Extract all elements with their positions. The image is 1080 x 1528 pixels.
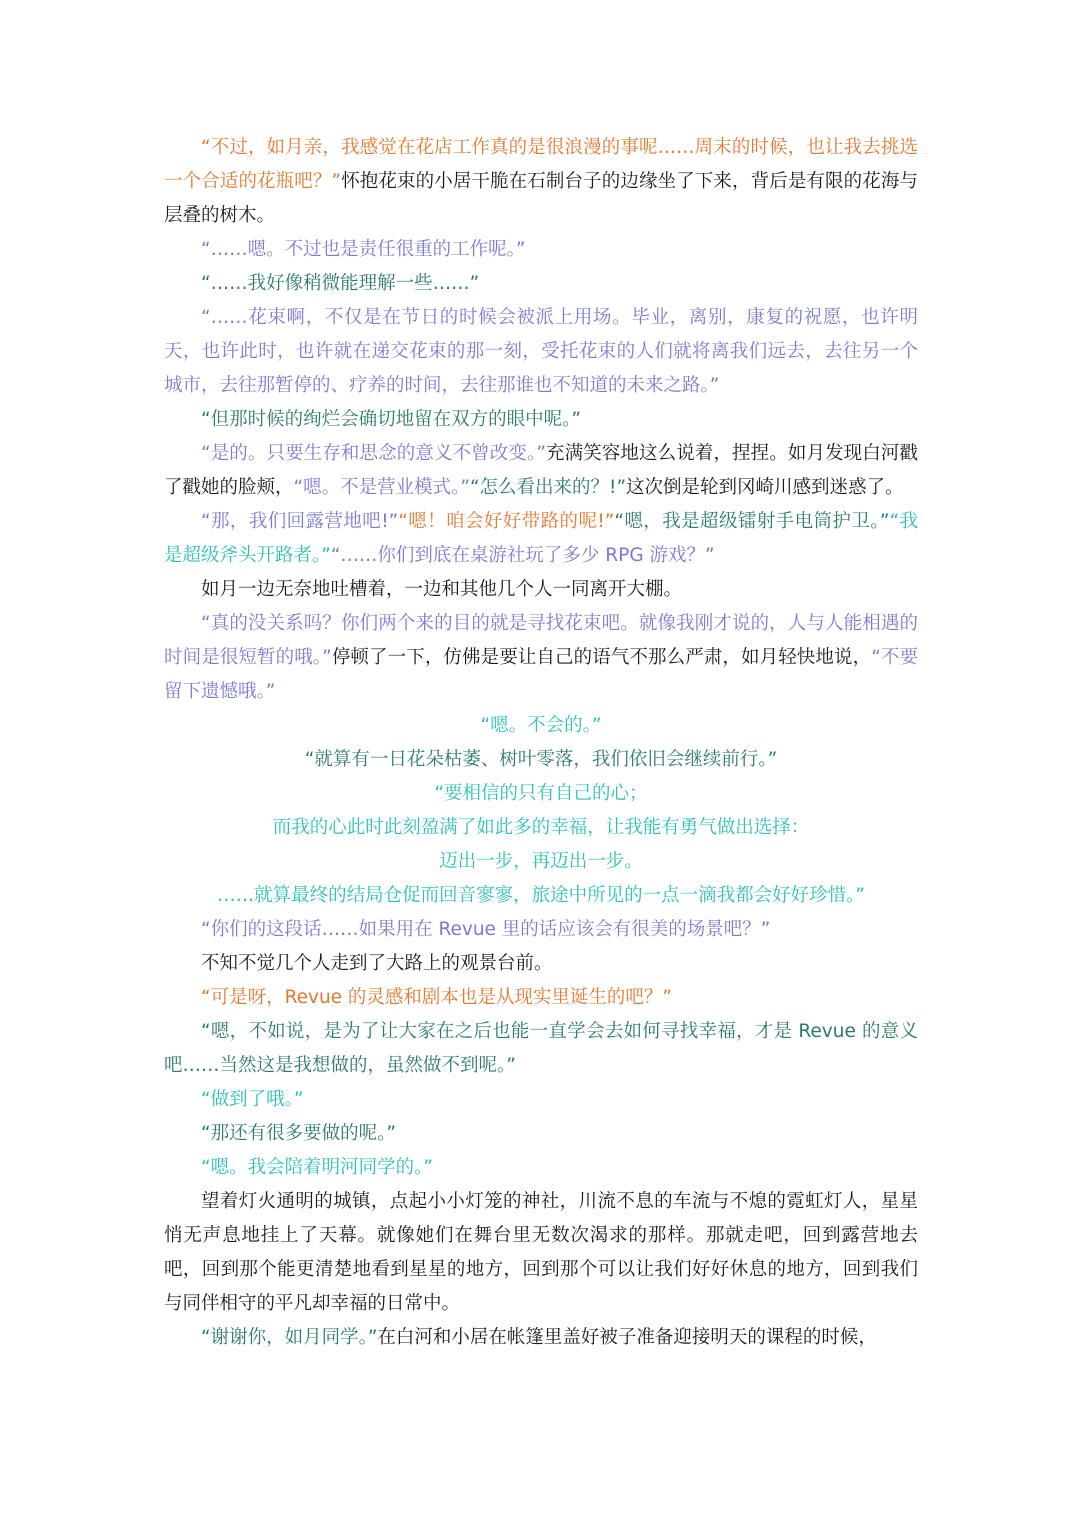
text-segment: 望着灯火通明的城镇，点起小小灯笼的神社，川流不息的车流与不熄的霓虹灯人，星星悄无声息地挂上了天幕。就像她们在舞台里无数次渴求的那样。那就走吧，回到露营地去吧，回到那个能更清楚地看到星星的地方，回到那个可以让我们好好休息的地方，回到我们与同伴相守的平凡却幸福的日常中。	[164, 1191, 918, 1314]
paragraph	[164, 233, 918, 267]
paragraph	[164, 1321, 918, 1355]
text-segment: 在白河和小居在帐篷里盖好被子准备迎接明天的课程的时候，	[377, 1327, 877, 1348]
paragraph	[164, 879, 918, 913]
paragraph	[164, 607, 918, 709]
paragraph	[164, 267, 918, 301]
text-segment: 充满笑容地这么说着，捏捏。如月发现白河戳了戳她的脸颊，	[164, 443, 918, 498]
text-segment: 这次倒是轮到冈崎川感到迷惑了。	[626, 477, 904, 498]
text-segment: “嗯！咱会好好带路的呢!”	[398, 511, 615, 532]
text-segment: 而我的心此时此刻盈满了如此多的幸福，让我能有勇气做出选择：	[272, 817, 810, 838]
text-segment: “我是超级斧头开路者。”	[164, 511, 918, 566]
text-segment: “是的。只要生存和思念的意义不曾改变。”	[201, 443, 546, 464]
paragraph	[164, 1151, 918, 1185]
text-segment: “……我好像稍微能理解一些……”	[201, 273, 480, 294]
paragraph	[164, 301, 918, 403]
paragraph	[164, 845, 918, 879]
paragraph	[164, 913, 918, 947]
text-segment: 如月一边无奈地吐槽着，一边和其他几个人一同离开大棚。	[201, 579, 683, 600]
paragraph	[164, 1083, 918, 1117]
text-segment: 迈出一步，再迈出一步。	[439, 851, 643, 872]
text-segment: “要相信的只有自己的心；	[434, 783, 648, 804]
text-segment: “那还有很多要做的呢。”	[201, 1123, 396, 1144]
paragraph	[164, 811, 918, 845]
text-segment: “嗯。我会陪着明河同学的。”	[201, 1157, 433, 1178]
text-segment: “做到了哦。”	[201, 1089, 304, 1110]
text-segment: “怎么看出来的？!”	[469, 477, 627, 498]
paragraph	[164, 947, 918, 981]
text-segment: “……嗯。不过也是责任很重的工作呢。”	[201, 239, 526, 260]
paragraph	[164, 1185, 918, 1321]
text-segment: “嗯。不是营业模式。”	[293, 477, 470, 498]
paragraph	[164, 709, 918, 743]
paragraph	[164, 131, 918, 233]
text-segment: “嗯，我是超级镭射手电筒护卫。”	[614, 511, 890, 532]
paragraph	[164, 573, 918, 607]
text-segment: “嗯，不如说，是为了让大家在之后也能一直学会去如何寻找幸福，才是 Revue 的意义吧……当然这是我想做的，虽然做不到呢。”	[164, 1021, 918, 1076]
text-segment: 不知不觉几个人走到了大路上的观景台前。	[201, 953, 553, 974]
paragraph	[164, 1117, 918, 1151]
paragraph	[164, 777, 918, 811]
text-segment: “但那时候的绚烂会确切地留在双方的眼中呢。”	[201, 409, 581, 430]
text-segment: “那，我们回露营地吧!”	[201, 511, 399, 532]
text-segment: “嗯。不会的。”	[480, 715, 602, 736]
text-segment: “不过，如月亲，我感觉在花店工作真的是很浪漫的事呢……周末的时候，也让我去挑选一个合适的花瓶吧？”	[164, 137, 918, 192]
paragraph	[164, 743, 918, 777]
document-body	[164, 131, 918, 1355]
text-segment: 怀抱花束的小居干脆在石制台子的边缘坐了下来，背后是有限的花海与层叠的树木。	[164, 171, 918, 226]
text-segment: “谢谢你，如月同学。”	[201, 1327, 378, 1348]
text-segment: “……你们到底在桌游社玩了多少 RPG 游戏？”	[330, 545, 715, 566]
paragraph	[164, 403, 918, 437]
text-segment: “就算有一日花朵枯萎、树叶零落，我们依旧会继续前行。”	[304, 749, 778, 770]
paragraph	[164, 505, 918, 573]
text-segment: “不要留下遗憾哦。”	[164, 647, 918, 702]
text-segment: “可是呀，Revue 的灵感和剧本也是从现实里诞生的吧？”	[201, 987, 673, 1008]
text-segment: “你们的这段话……如果用在 Revue 里的话应该会有很美的场景吧？”	[201, 919, 771, 940]
text-segment: “……花束啊，不仅是在节日的时候会被派上用场。毕业，离别，康复的祝愿，也许明天，也许此时，也许就在递交花束的那一刻，受托花束的人们就将离我们远去，去往另一个城市，去往那暂停的、疗养的时间，去往那谁也不知道的未来之路。”	[164, 307, 918, 396]
paragraph	[164, 437, 918, 505]
text-segment: ……就算最终的结局仓促而回音寥寥，旅途中所见的一点一滴我都会好好珍惜。”	[217, 885, 865, 906]
text-segment: 停顿了一下，仿佛是要让自己的语气不那么严肃，如月轻快地说，	[331, 647, 872, 668]
text-segment: “真的没关系吗？你们两个来的目的就是寻找花束吧。就像我刚才说的，人与人能相遇的时间是很短暂的哦。”	[164, 613, 918, 668]
paragraph	[164, 1015, 918, 1083]
paragraph	[164, 981, 918, 1015]
